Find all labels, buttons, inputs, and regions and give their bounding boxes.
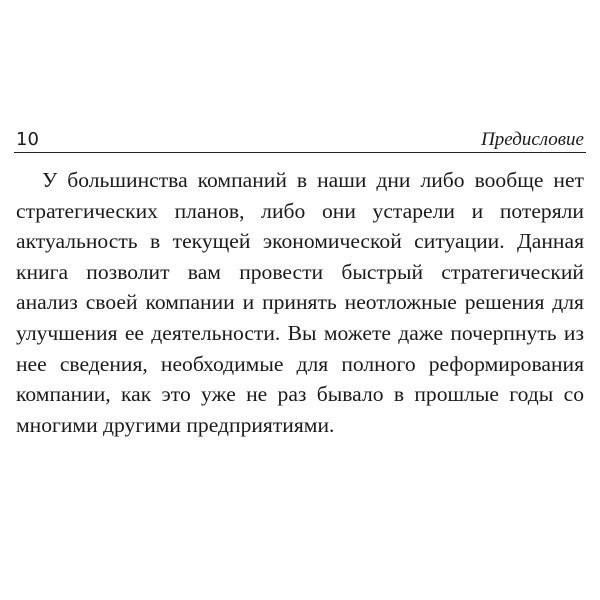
body-paragraph: У большинства компаний в наши дни либо вообще нет стратегических планов, либо они устарели и потеряли актуальность в текущей экономической ситуации. Данная книга позволит вам провести быстрый стратегический анализ своей компании и принять неотложные решения для улучшения ее деятельности. Вы можете даже почерпнуть из нее сведения, необходимые для полного реформирования компании, как это уже не раз бывало в прошлые годы со многими другими предприятиями. bbox=[16, 168, 584, 437]
running-header bbox=[14, 126, 586, 152]
page-number: 10 bbox=[16, 129, 39, 150]
section-title: Предисловие bbox=[481, 129, 584, 150]
book-page bbox=[14, 126, 586, 440]
